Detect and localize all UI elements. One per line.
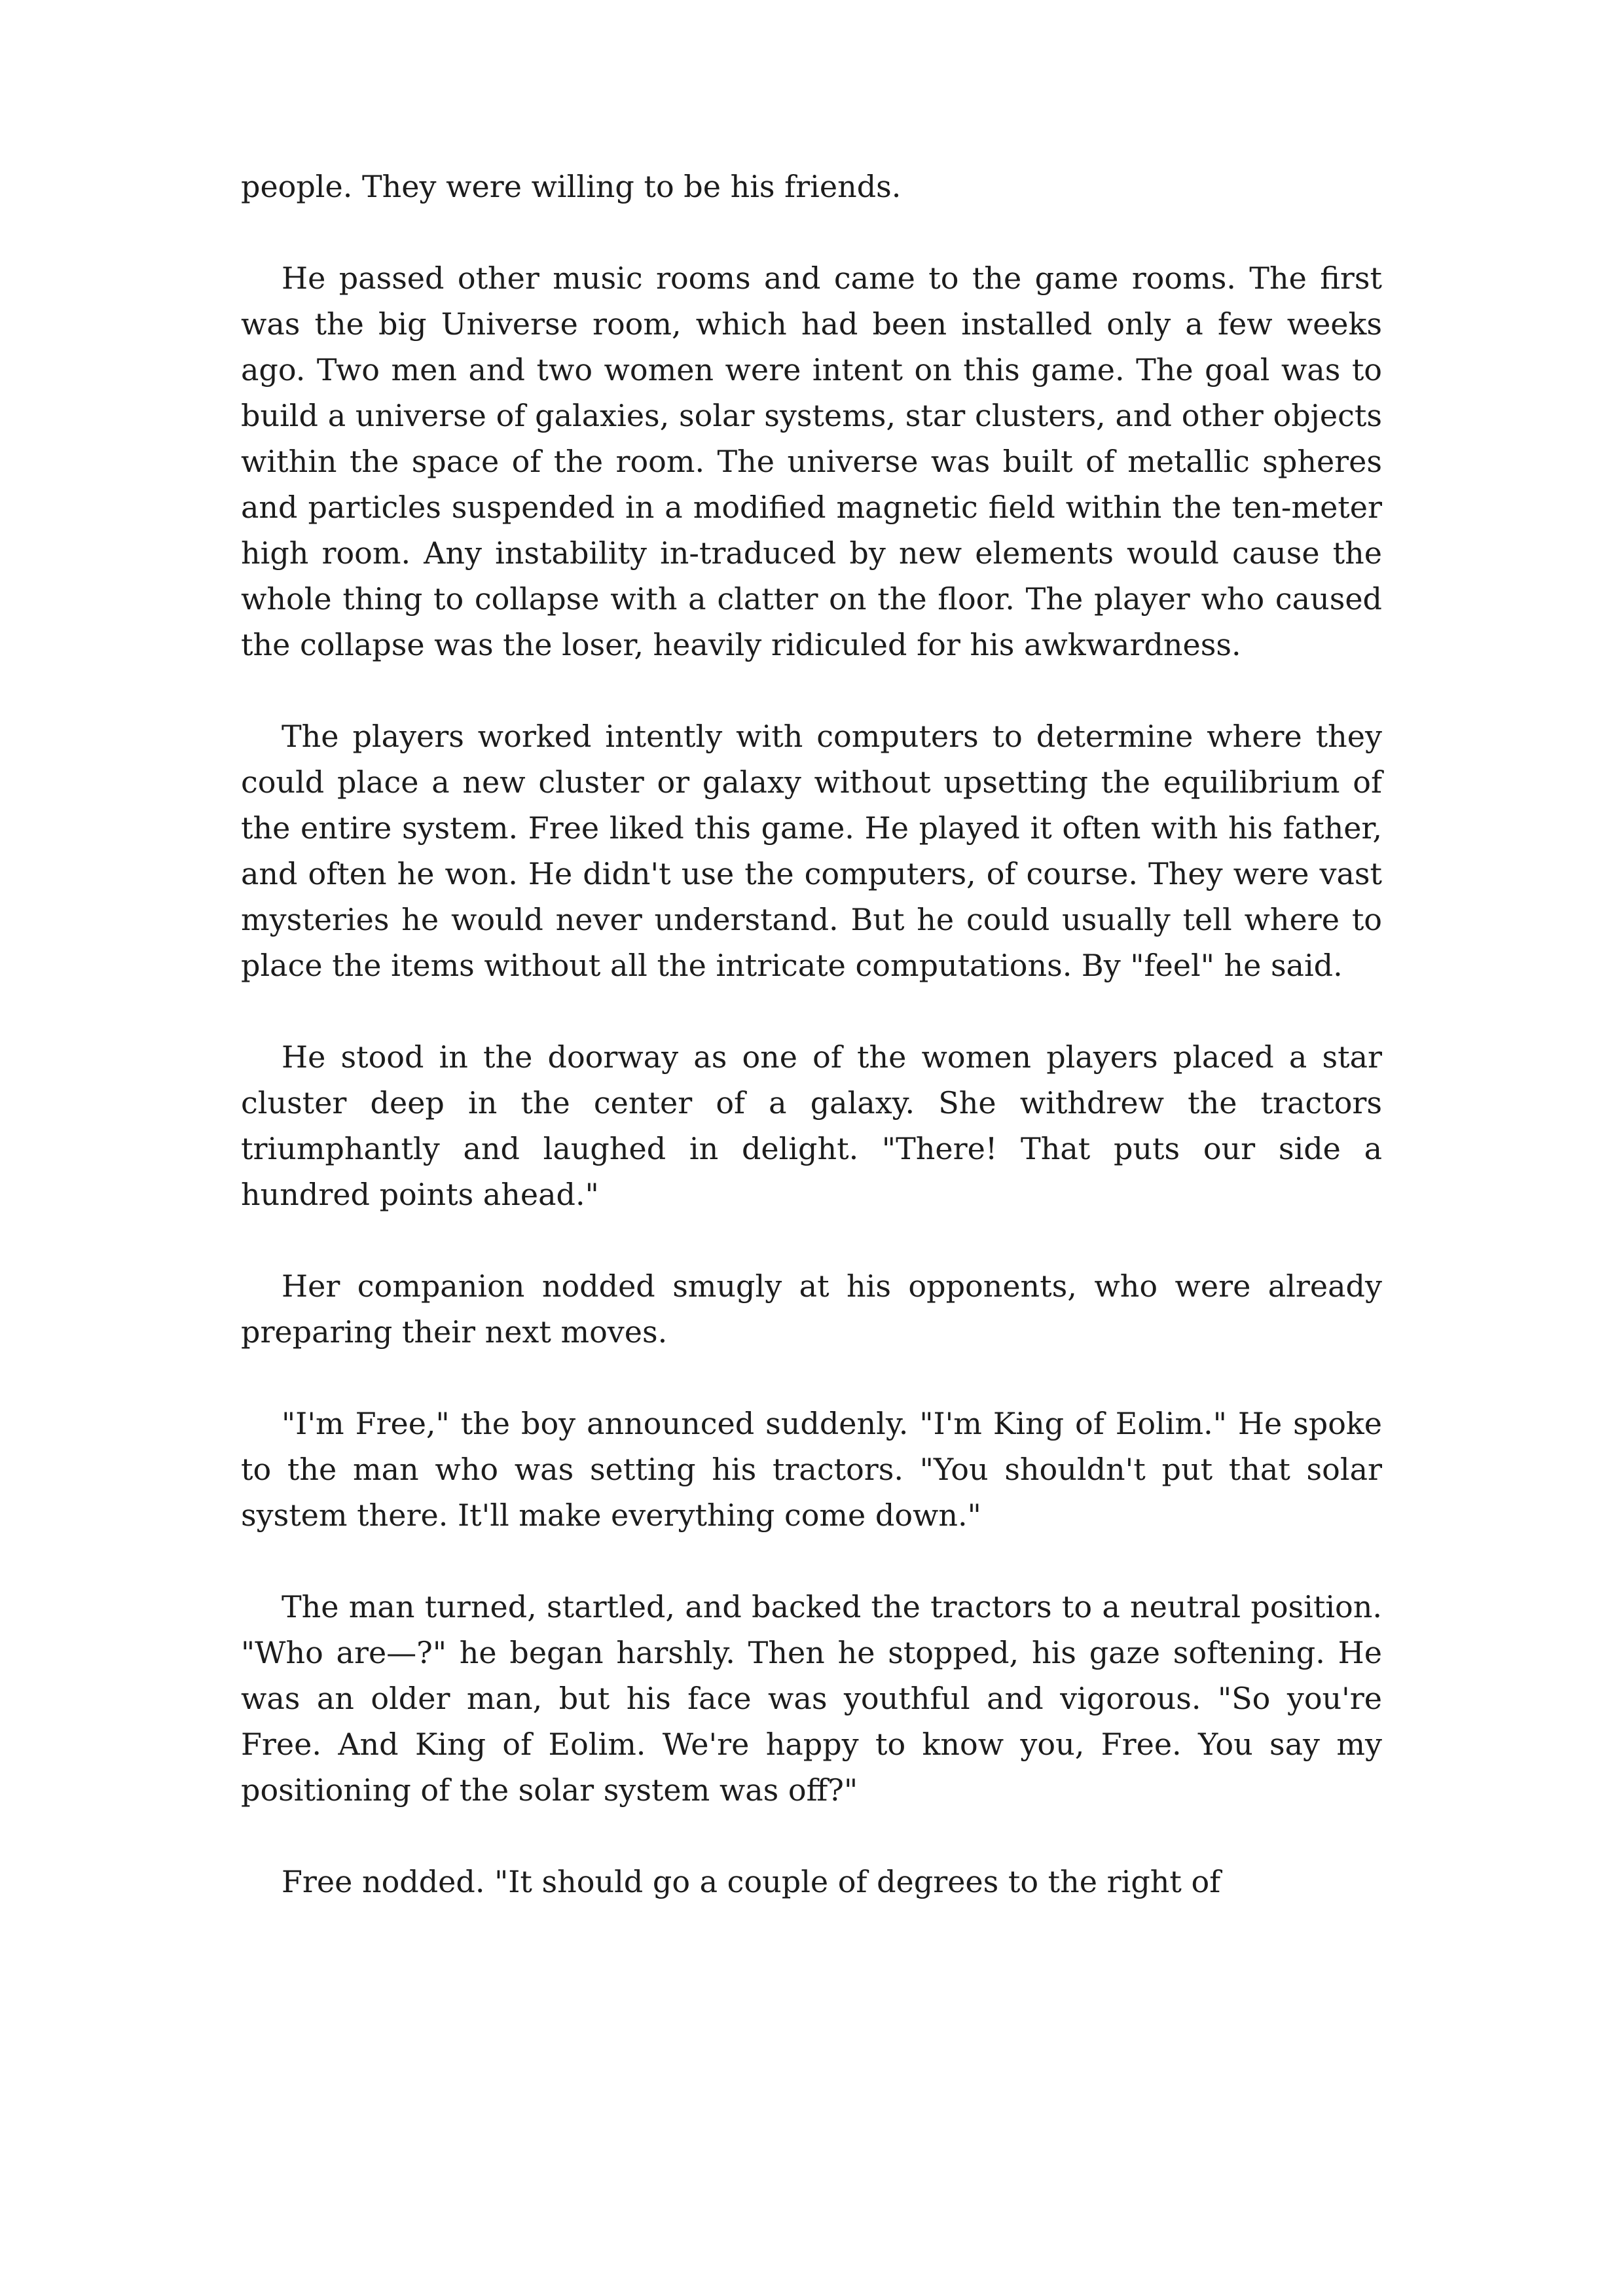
body-text	[241, 164, 1382, 1905]
paragraph: He stood in the doorway as one of the women players placed a star cluster deep in the center of a galaxy. She withdrew the tractors triumphantly and laughed in delight. "There! That puts our side a hundred points ahead."	[241, 1039, 1382, 1212]
paragraph: He passed other music rooms and came to the game rooms. The first was the big Universe room, which had been installed only a few weeks ago. Two men and two women were intent on this game. The goal was to build a universe of galaxies, solar systems, star clusters, and other objects within the space of the room. The universe was built of metallic spheres and particles suspended in a modified magnetic field within the ten-meter high room. Any instability in-traduced by new elements would cause the whole thing to collapse with a clatter on the floor. The player who caused the collapse was the loser, heavily ridiculed for his awkwardness.	[241, 260, 1382, 662]
paragraph: Her companion nodded smugly at his opponents, who were already preparing their next moves.	[241, 1268, 1382, 1350]
paragraph: people. They were willing to be his friends.	[241, 169, 902, 204]
paragraph: Free nodded. "It should go a couple of degrees to the right of	[282, 1864, 1221, 1899]
paragraph: "I'm Free," the boy announced suddenly. "I'm King of Eolim." He spoke to the man who was setting his tractors. "You shouldn't put that solar system there. It'll make everything come down."	[241, 1406, 1382, 1533]
paragraph: The players worked intently with computers to determine where they could place a new cluster or galaxy without upsetting the equilibrium of the entire system. Free liked this game. He played it often with his father, and often he won. He didn't use the computers, of course. They were vast mysteries he would never understand. But he could usually tell where to place the items without all the intricate computations. By "feel" he said.	[241, 719, 1382, 983]
paragraph: The man turned, startled, and backed the tractors to a neutral position. "Who are—?" he began harshly. Then he stopped, his gaze softening. He was an older man, but his face was youthful and vigorous. "So you're Free. And King of Eolim. We're happy to know you, Free. You say my positioning of the solar system was off?"	[241, 1589, 1382, 1808]
